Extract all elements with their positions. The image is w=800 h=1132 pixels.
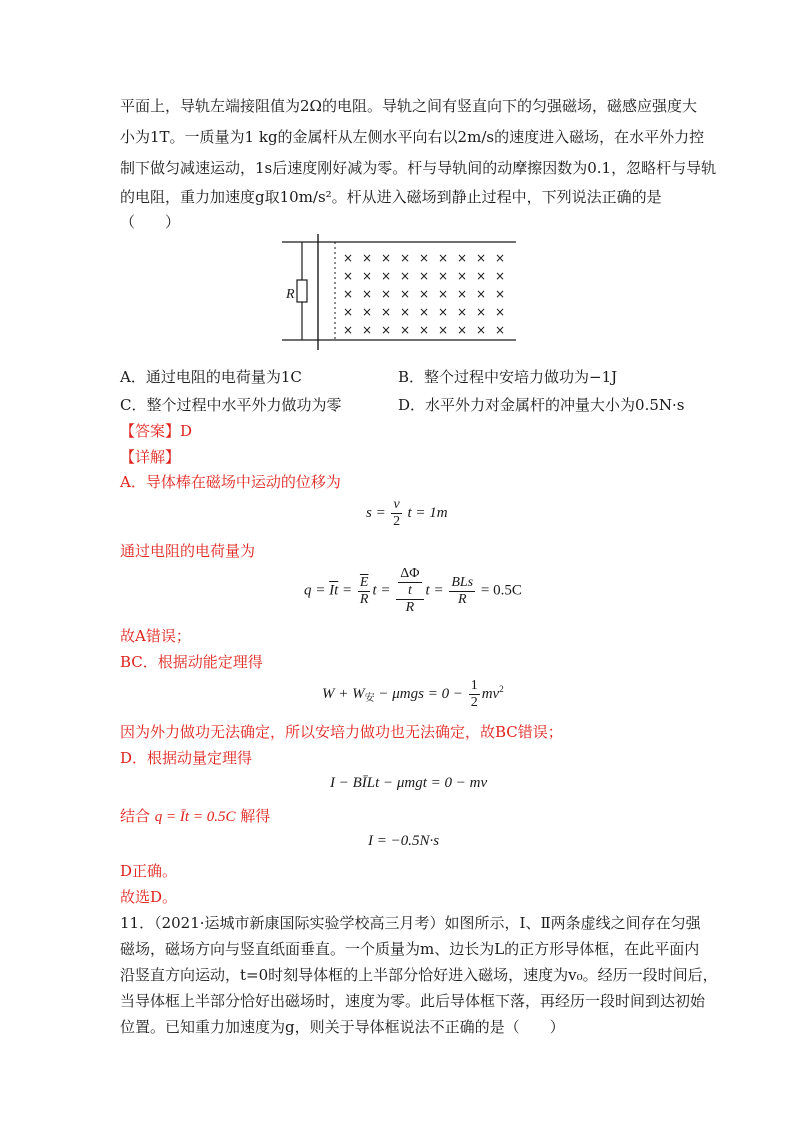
field-cross: × xyxy=(475,269,487,283)
field-cross: × xyxy=(418,287,430,301)
solution-text: A．导体棒在磁场中运动的位移为 xyxy=(120,473,341,491)
field-cross: × xyxy=(494,269,506,283)
field-cross: × xyxy=(342,323,354,337)
field-cross: × xyxy=(342,269,354,283)
field-cross: × xyxy=(399,251,411,265)
field-cross: × xyxy=(380,323,392,337)
field-cross: × xyxy=(342,251,354,265)
problem-text-line: 小为1T。一质量为1 kg的金属杆从左侧水平向右以2m/s的速度进入磁场，在水平外力控 xyxy=(120,128,705,146)
field-cross: × xyxy=(437,251,449,265)
field-cross: × xyxy=(494,287,506,301)
equation-result: I = −0.5N·s xyxy=(368,833,440,849)
field-cross: × xyxy=(342,305,354,319)
field-cross: × xyxy=(399,287,411,301)
equation-momentum: I − BĪLt − μmgt = 0 − mv xyxy=(330,775,488,791)
solution-text: BC．根据动能定理得 xyxy=(120,653,263,671)
field-crosses xyxy=(343,251,505,337)
field-cross: × xyxy=(456,287,468,301)
problem-text-line: 11．（2021·运城市新康国际实验学校高三月考）如图所示，Ⅰ、Ⅱ两条虚线之间存在匀强 xyxy=(120,914,701,932)
field-cross: × xyxy=(399,269,411,283)
field-cross: × xyxy=(418,269,430,283)
detail-heading: 【详解】 xyxy=(120,448,181,466)
problem-text-line: 当导体框上半部分恰好出磁场时，速度为零。此后导体框下落，再经历一段时间到达初始 xyxy=(120,992,706,1010)
field-cross: × xyxy=(418,251,430,265)
field-cross: × xyxy=(494,251,506,265)
solution-text: 通过电阻的电荷量为 xyxy=(120,542,256,560)
field-cross: × xyxy=(475,287,487,301)
solution-text: 故A错误； xyxy=(120,627,191,645)
solution-text: D正确。 xyxy=(120,862,178,880)
resistor-symbol xyxy=(297,280,307,302)
field-cross: × xyxy=(361,305,373,319)
field-cross: × xyxy=(361,269,373,283)
field-cross: × xyxy=(456,251,468,265)
problem-text-line: 制下做匀减速运动，1s后速度刚好减为零。杆与导轨间的动摩擦因数为0.1，忽略杆与导轨 xyxy=(120,159,717,177)
field-cross: × xyxy=(418,323,430,337)
field-cross: × xyxy=(361,251,373,265)
magnetic-field-diagram xyxy=(280,232,520,352)
field-cross: × xyxy=(361,287,373,301)
field-cross: × xyxy=(437,323,449,337)
answer-label: 【答案】D xyxy=(120,422,193,440)
field-cross: × xyxy=(494,323,506,337)
field-cross: × xyxy=(456,269,468,283)
solution-text: D．根据动量定理得 xyxy=(120,749,253,767)
equation-energy: $W + W_安 - \mu mgs = 0$ − $\frac{1}{2}$ $mv^2$ xyxy=(322,678,504,710)
field-cross: × xyxy=(418,305,430,319)
problem-text-line: 沿竖直方向运动，t=0时刻导体框的上半部分恰好进入磁场，速度为v₀。经历一段时间后， xyxy=(120,966,718,984)
problem-text-line: 位置。已知重力加速度为g，则关于导体框说法不正确的是（ ） xyxy=(120,1018,565,1036)
field-cross: × xyxy=(361,323,373,337)
field-cross: × xyxy=(494,305,506,319)
solution-text: 故选D。 xyxy=(120,888,178,906)
field-cross: × xyxy=(380,269,392,283)
equation-charge: $q = \overline{It}$ = $\frac{\overline{E}}{R}$ t = $\frac{\frac{\Delta\Phi}{t}}{R}$ t = $\frac{\text{BLs}}{R}$ = 0.5C xyxy=(304,566,522,615)
field-cross: × xyxy=(380,287,392,301)
field-cross: × xyxy=(475,251,487,265)
field-cross: × xyxy=(380,251,392,265)
field-cross: × xyxy=(475,323,487,337)
answer-blank: （ ） xyxy=(120,213,181,231)
field-cross: × xyxy=(342,287,354,301)
problem-text-line: 磁场，磁场方向与竖直纸面垂直。一个质量为m、边长为L的正方形导体框，在此平面内 xyxy=(120,940,700,958)
problem-text-line: 的电阻，重力加速度g取10m/s²。杆从进入磁场到静止过程中，下列说法正确的是 xyxy=(120,188,662,206)
resistor-label: R xyxy=(286,287,295,302)
field-cross: × xyxy=(399,305,411,319)
solution-text: 因为外力做功无法确定，所以安培力做功也无法确定，故BC错误； xyxy=(120,723,563,741)
problem-text-line: 平面上，导轨左端接阻值为2Ω的电阻。导轨之间有竖直向下的匀强磁场，磁感应强度大 xyxy=(120,97,697,115)
equation-displacement: s = $\frac{v}{2}$ t = 1m xyxy=(366,497,448,529)
field-cross: × xyxy=(456,323,468,337)
solution-text: 结合 q = Īt = 0.5C 解得 xyxy=(120,807,271,825)
field-cross: × xyxy=(437,287,449,301)
option-d: D．水平外力对金属杆的冲量大小为0.5N·s xyxy=(398,396,685,414)
field-cross: × xyxy=(475,305,487,319)
option-a: A．通过电阻的电荷量为1C xyxy=(120,368,302,386)
field-cross: × xyxy=(437,269,449,283)
field-cross: × xyxy=(399,323,411,337)
field-cross: × xyxy=(437,305,449,319)
option-b: B．整个过程中安培力做功为−1J xyxy=(398,368,618,386)
option-c: C．整个过程中水平外力做功为零 xyxy=(120,396,342,414)
field-cross: × xyxy=(456,305,468,319)
field-cross: × xyxy=(380,305,392,319)
